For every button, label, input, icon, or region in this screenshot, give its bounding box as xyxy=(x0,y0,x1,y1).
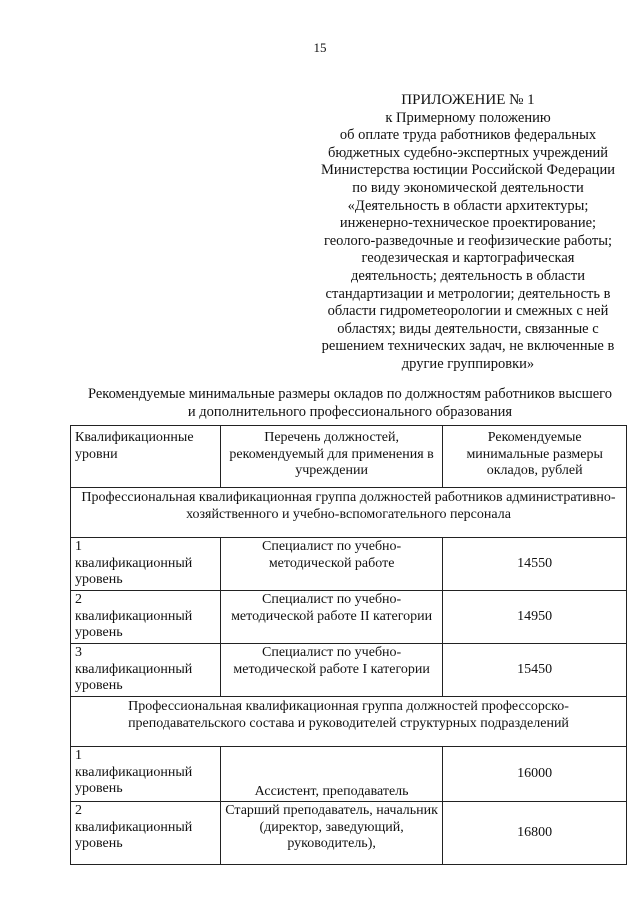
header-positions: Перечень должностей, рекомендуемый для применения в учреждении xyxy=(220,426,442,488)
level-number: 1 xyxy=(75,539,82,554)
appendix-line: областях; виды деятельности, связанные с xyxy=(337,320,599,337)
table-heading-line: и дополнительного профессионального образования xyxy=(187,403,513,420)
appendix-line: деятельность; деятельность в области xyxy=(351,267,585,284)
appendix-line: к Примерному положению xyxy=(385,109,551,126)
level-number: 2 xyxy=(75,592,82,607)
appendix-line: стандартизации и метрологии; деятельность в xyxy=(325,285,611,302)
position-cell: Специалист по учебно-методической работе xyxy=(220,538,442,591)
appendix-line: решением технических задач, не включенные в xyxy=(321,338,615,355)
position-cell: Специалист по учебно-методической работе I категории xyxy=(220,644,442,697)
salary-cell: 14550 xyxy=(443,538,627,591)
table-header-row xyxy=(71,426,627,488)
appendix-header xyxy=(308,92,628,374)
group-title: Профессиональная квалификационная группа должностей работников административно-хозяйственного и учебно-вспомогательного персонала xyxy=(71,488,627,538)
level-label: квалификационный уровень xyxy=(75,764,193,796)
level-label: квалификационный уровень xyxy=(75,661,193,693)
header-levels: Квалификационные уровни xyxy=(71,426,221,488)
salary-table xyxy=(70,425,627,865)
table-heading-line: Рекомендуемые минимальные размеры окладов по должностям работников высшего xyxy=(87,386,613,402)
level-number: 3 xyxy=(75,645,82,660)
level-label: квалификационный уровень xyxy=(75,819,193,851)
table-row xyxy=(71,644,627,697)
salary-cell: 16800 xyxy=(443,802,627,865)
level-cell xyxy=(71,747,221,802)
table-row xyxy=(71,538,627,591)
salary-cell: 15450 xyxy=(443,644,627,697)
appendix-line: области гидрометеорологии и смежных с ней xyxy=(327,303,609,320)
level-number: 2 xyxy=(75,803,82,818)
table-row xyxy=(71,802,627,865)
appendix-line: «Деятельность в области архитектуры; xyxy=(347,197,589,214)
appendix-line: геодезическая и картографическая xyxy=(361,250,575,267)
appendix-line: инженерно-техническое проектирование; xyxy=(339,215,597,232)
appendix-line: по виду экономической деятельности xyxy=(352,179,584,196)
position-cell: Ассистент, преподаватель xyxy=(220,747,442,802)
appendix-line: Министерства юстиции Российской Федерации xyxy=(321,162,615,179)
appendix-line: геолого-разведочные и геофизические работы; xyxy=(323,232,613,249)
appendix-line: бюджетных судебно-экспертных учреждений xyxy=(327,144,609,161)
level-cell xyxy=(71,591,221,644)
salary-cell: 14950 xyxy=(443,591,627,644)
page-number: 15 xyxy=(313,40,327,55)
table-row xyxy=(71,747,627,802)
level-number: 1 xyxy=(75,748,82,763)
appendix-line: об оплате труда работников федеральных xyxy=(339,127,597,144)
level-cell xyxy=(71,538,221,591)
table-heading xyxy=(70,386,630,421)
position-cell: Специалист по учебно-методической работе II категории xyxy=(220,591,442,644)
table-row xyxy=(71,591,627,644)
level-label: квалификационный уровень xyxy=(75,608,193,640)
appendix-title: ПРИЛОЖЕНИЕ № 1 xyxy=(401,92,535,108)
level-cell xyxy=(71,802,221,865)
group-title: Профессиональная квалификационная группа должностей профессорско-преподавательского состава и руководителей структурных подразделений xyxy=(71,697,627,747)
header-salaries: Рекомендуемые минимальные размеры окладов, рублей xyxy=(443,426,627,488)
level-cell xyxy=(71,644,221,697)
group-row xyxy=(71,697,627,747)
group-row xyxy=(71,488,627,538)
salary-cell: 16000 xyxy=(443,747,627,802)
appendix-line: другие группировки» xyxy=(401,355,535,372)
position-cell: Старший преподаватель, начальник (директор, заведующий, руководитель), xyxy=(220,802,442,865)
level-label: квалификационный уровень xyxy=(75,555,193,587)
